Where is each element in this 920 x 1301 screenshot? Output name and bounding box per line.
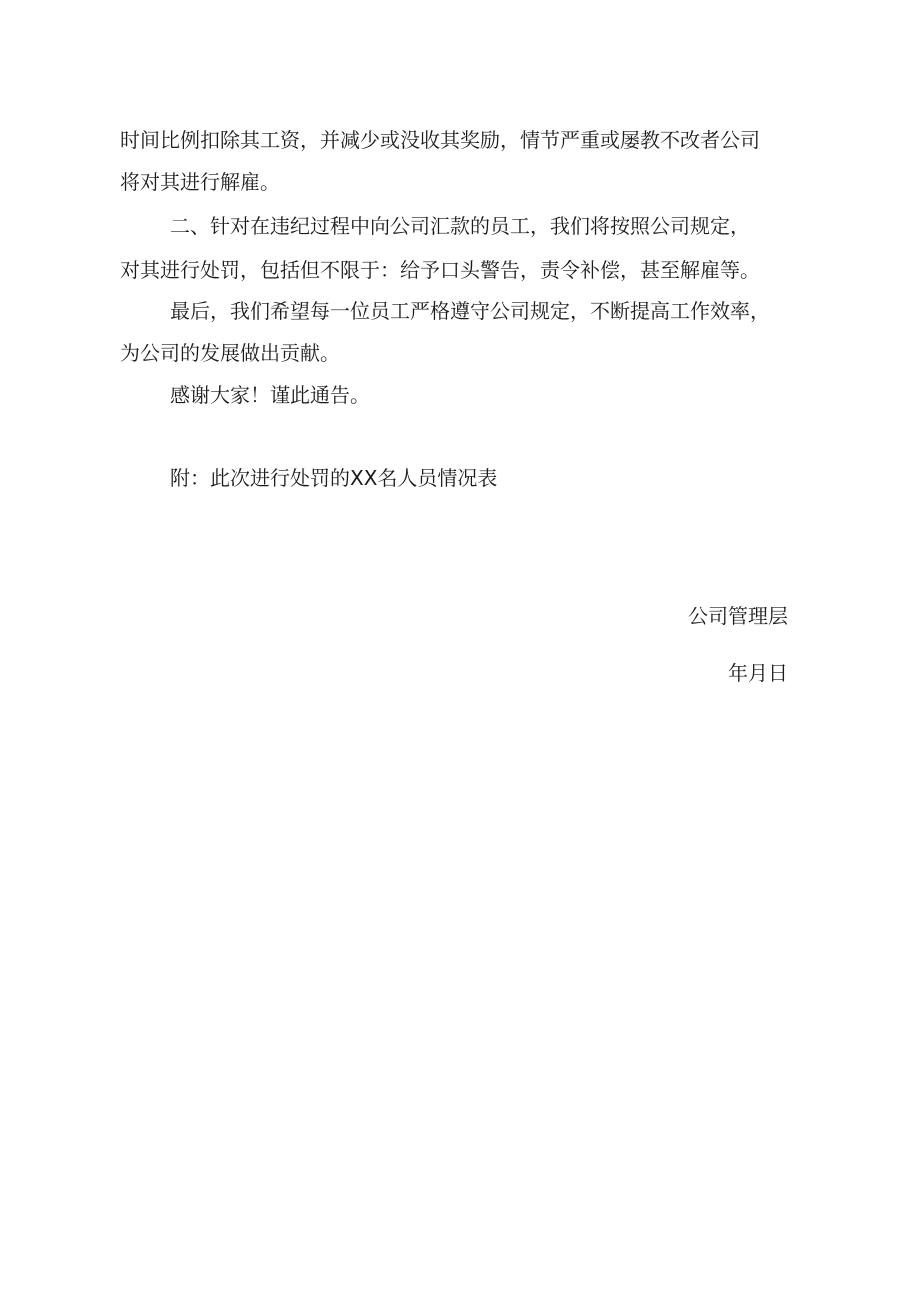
closing-text: 感谢大家！谨此通告。	[170, 383, 370, 407]
signature-issuer: 公司管理层	[688, 604, 788, 628]
body-text-line: 为公司的发展做出贡献。	[120, 341, 340, 365]
body-text-line: 时间比例扣除其工资，并减少或没收其奖励，情节严重或屡教不改者公司	[120, 128, 760, 152]
signature-date: 年月日	[728, 661, 788, 685]
body-text-line: 二、针对在违纪过程中向公司汇款的员工，我们将按照公司规定，	[170, 214, 750, 238]
attachment-note: 附：此次进行处罚的XX名人员情况表	[170, 466, 498, 490]
body-text-line: 将对其进行解雇。	[120, 170, 280, 194]
body-text-line: 最后，我们希望每一位员工严格遵守公司规定，不断提高工作效率，	[170, 299, 770, 323]
body-text-line: 对其进行处罚，包括但不限于：给予口头警告，责令补偿，甚至解雇等。	[120, 258, 760, 282]
